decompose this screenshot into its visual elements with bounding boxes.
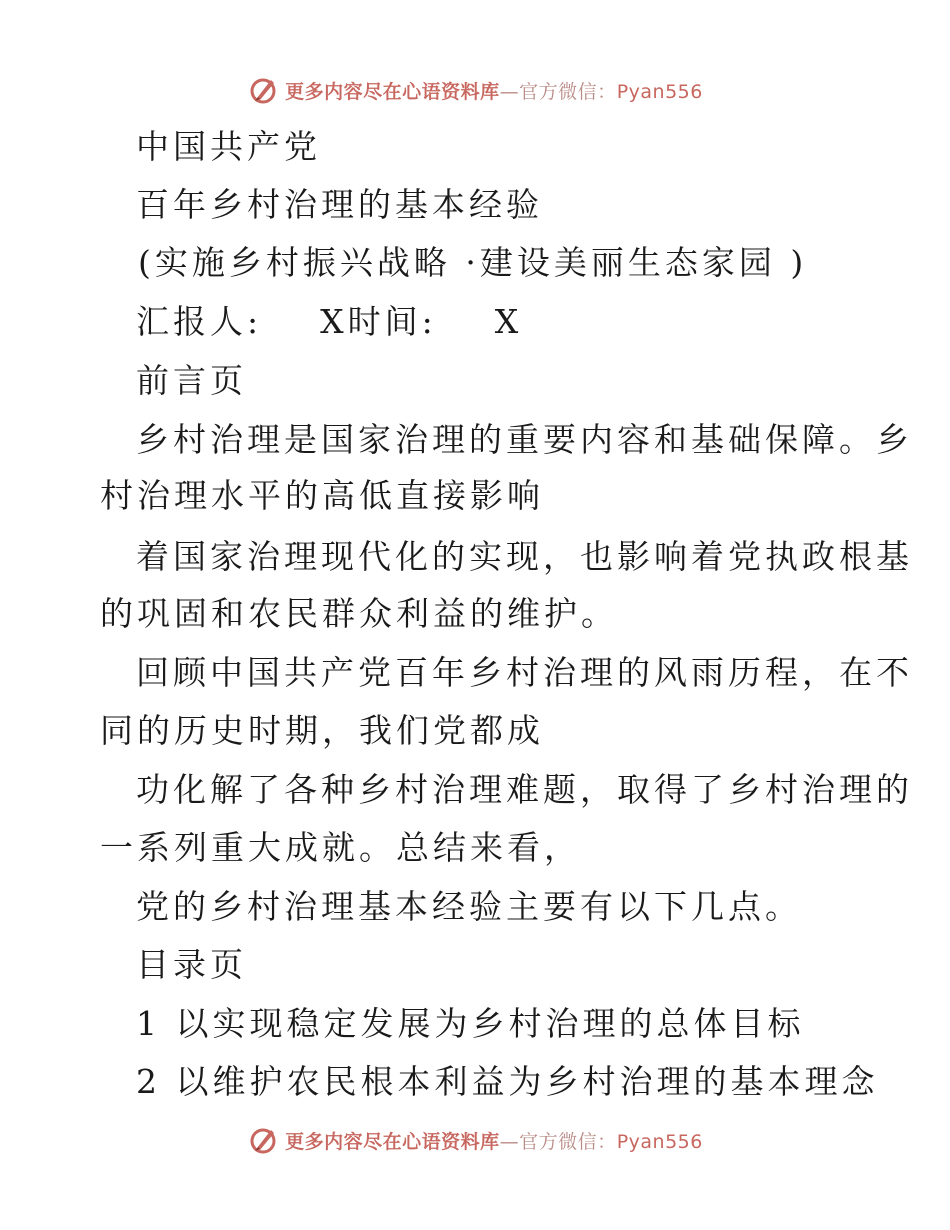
toc-item: 2 以维护农民根本利益为乡村治理的基本理念 [136, 1062, 879, 1101]
org-title: 中国共产党 [136, 127, 321, 166]
preface-line: 同的历史时期，我们党都成 [100, 711, 544, 750]
watermark-text: 更多内容尽在心语资料库—官方微信：Pyan556 [285, 80, 703, 103]
toc-item: 1 以实现稳定发展为乡村治理的总体目标 [136, 1004, 805, 1043]
watermark-header [0, 70, 950, 110]
preface-line: 村治理水平的高低直接影响 [100, 476, 544, 515]
preface-line: 功化解了各种乡村治理难题，取得了乡村治理的 [136, 770, 913, 809]
preface-line: 党的乡村治理基本经验主要有以下几点。 [136, 887, 802, 926]
preface-line: 一系列重大成就。总结来看， [100, 828, 581, 867]
document-title: 百年乡村治理的基本经验 [136, 185, 543, 224]
preface-line: 乡村治理是国家治理的重要内容和基础保障。乡 [136, 420, 913, 459]
quill-pen-logo-icon [247, 74, 279, 106]
reporter-time-line [0, 302, 950, 342]
preface-line: 着国家治理现代化的实现，也影响着党执政根基 [136, 537, 913, 576]
preface-line: 回顾中国共产党百年乡村治理的风雨历程，在不 [136, 653, 913, 692]
toc-heading: 目录页 [136, 945, 247, 984]
watermark-footer [0, 1120, 950, 1160]
document-subtitle: (实施乡村振兴战略 ·建设美丽生态家园 ) [138, 243, 808, 282]
time-label: 时间: [347, 302, 437, 341]
reporter-label: 汇报人: [136, 302, 263, 341]
watermark-text: 更多内容尽在心语资料库—官方微信：Pyan556 [285, 1130, 703, 1153]
preface-line: 的巩固和农民群众利益的维护。 [100, 594, 618, 633]
reporter-value: X [320, 302, 348, 341]
time-value: X [494, 302, 523, 341]
preface-heading: 前言页 [136, 361, 247, 400]
quill-pen-logo-icon [247, 1124, 279, 1156]
